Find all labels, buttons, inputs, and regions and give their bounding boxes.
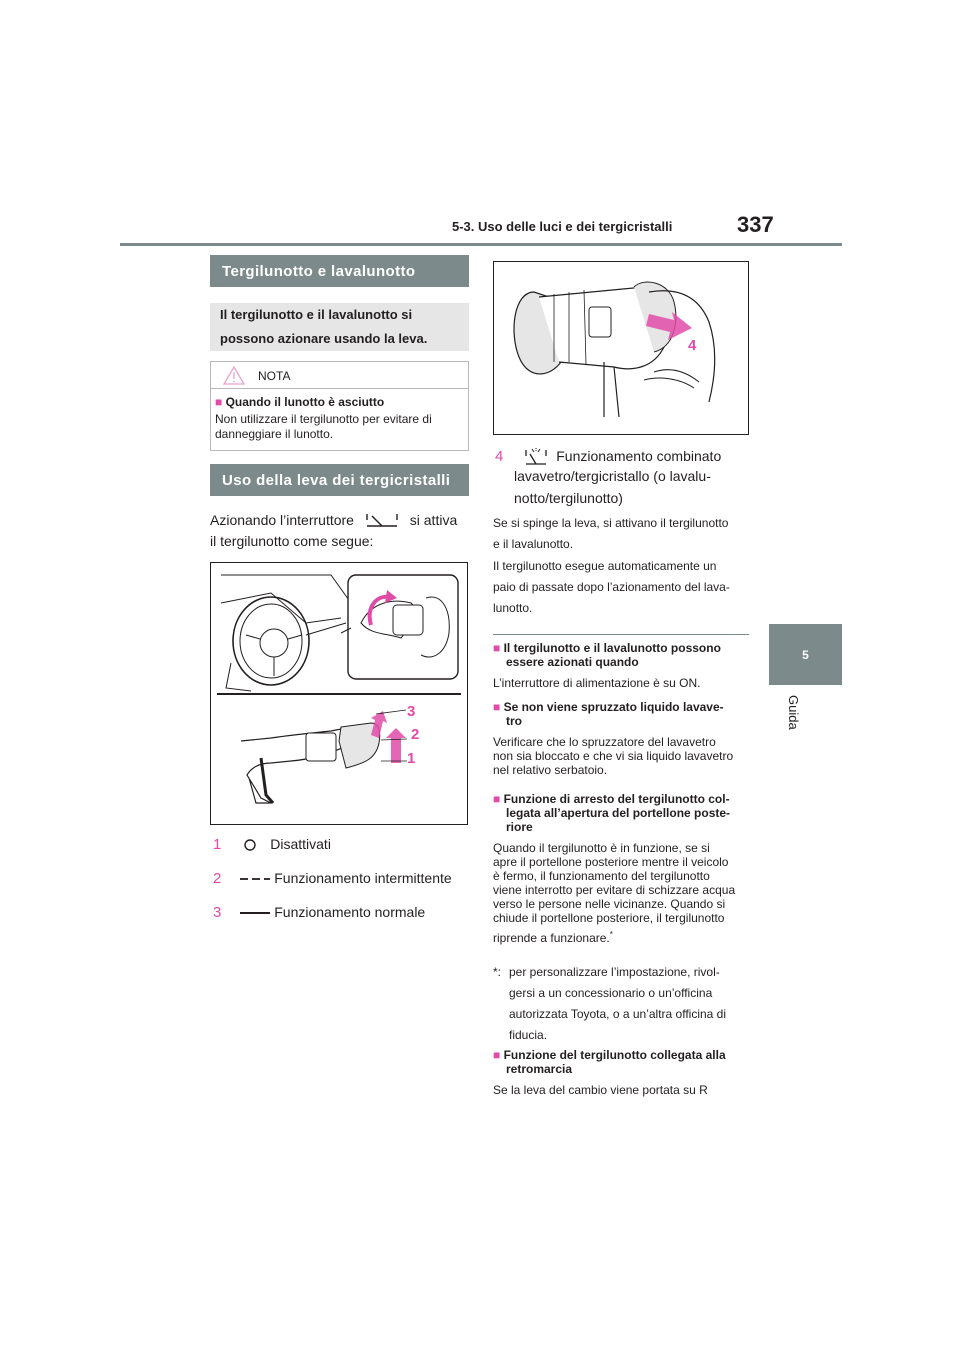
note-3-title-2: legata all’apertura del portellone poste-	[506, 806, 731, 820]
note-1-title-2: essere azionati quando	[506, 655, 639, 669]
intro-text: Il tergilunotto e il lavalunotto si possono azionare usando la leva.	[220, 307, 428, 346]
nota-body	[211, 389, 468, 442]
list-num-2: 2	[213, 870, 222, 887]
dashed-line-icon	[226, 871, 270, 887]
chapter-tab-label: Guida	[786, 695, 801, 730]
note-3-text-4: viene interrotto per evitare di schizzare acqua	[493, 883, 736, 897]
footnote-line-3: autorizzata Toyota, o a un’altra officina di	[509, 1007, 727, 1021]
note-2-text-2: non sia bloccato e che vi sia liquido lavavetro	[493, 749, 734, 763]
square-bullet-icon: ■	[493, 1048, 501, 1062]
note-1-text-1: L’interruttore di alimentazione è su ON.	[493, 676, 701, 690]
note-3-text-6: chiude il portellone posteriore, il tergilunotto	[493, 911, 725, 925]
note-4-text: Se la leva del cambio viene portata su R	[493, 1083, 708, 1097]
note-3-title-3: riore	[506, 820, 533, 834]
p1-line2: e il lavalunotto.	[493, 537, 574, 551]
notes-divider	[493, 634, 749, 635]
square-bullet-icon: ■	[493, 792, 501, 806]
note-3-text-2: apre il portellone posteriore mentre il veicolo	[493, 855, 729, 869]
note-3	[493, 792, 755, 948]
header-rule	[120, 243, 842, 246]
square-bullet-icon: ■	[493, 700, 501, 714]
washer-figure	[493, 261, 749, 435]
nota-item-title: Quando il lunotto è asciutto	[225, 395, 385, 409]
list-text-3: Funzionamento normale	[274, 904, 426, 920]
square-bullet-icon: ■	[493, 641, 501, 655]
nota-item-title-row	[215, 395, 464, 410]
warning-triangle-icon	[223, 366, 245, 385]
item4-line1: Funzionamento combinato	[556, 448, 722, 465]
lever-illustration	[211, 563, 467, 824]
p1-line1: Se si spinge la leva, si attivano il tergilunotto	[493, 516, 729, 530]
square-bullet-icon: ■	[215, 395, 223, 409]
footnote-line-2: gersi a un concessionario o un’officina	[509, 986, 713, 1000]
note-1-title-1: ■ Il tergilunotto e il lavalunotto possono	[493, 641, 721, 655]
figure-label-2: 2	[411, 726, 420, 743]
nota-title: NOTA	[258, 369, 291, 383]
off-circle-icon	[226, 837, 266, 853]
nota-box	[210, 361, 469, 451]
instruction-b: si attiva	[409, 512, 458, 528]
heading-tergilunotto-text: Tergilunotto e lavalunotto	[222, 262, 416, 280]
note-3-riprende: riprende a funzionare.*	[493, 930, 613, 945]
chapter-tab	[769, 624, 842, 685]
rear-wiper-icon	[364, 512, 400, 530]
list-text-1: Disattivati	[270, 836, 331, 852]
rear-washer-icon	[508, 446, 552, 468]
item4-line3: notto/tergilunotto)	[514, 490, 623, 506]
note-3-title-1: ■ Funzione di arresto del tergilunotto col-	[493, 792, 730, 806]
note-2-title-1: ■ Se non viene spruzzato liquido lavave-	[493, 700, 724, 714]
figure-label-3: 3	[407, 703, 416, 720]
item4-row	[495, 446, 721, 468]
asterisk-mark: *	[609, 930, 613, 939]
note-3-text-5: verso le persone nelle vicinanze. Quando si	[493, 897, 726, 911]
instruction-line-1	[210, 510, 457, 531]
heading-tergilunotto	[210, 255, 469, 287]
page-number: 337	[737, 212, 774, 237]
instruction-a: Azionando l’interruttore	[210, 512, 354, 528]
lever-figure	[210, 562, 468, 825]
note-2-text-3: nel relativo serbatoio.	[493, 763, 608, 777]
footnote-line-4: fiducia.	[509, 1028, 548, 1042]
note-4	[493, 1048, 755, 1097]
p2-line3: lunotto.	[493, 601, 533, 615]
intro-box	[210, 303, 469, 351]
list-item	[213, 870, 452, 888]
nota-item-text: Non utilizzare il tergilunotto per evitare di danneggiare il lunotto.	[215, 412, 432, 441]
list-num-1: 1	[213, 836, 222, 853]
p2-line2: paio di passate dopo l’azionamento del lava-	[493, 580, 730, 594]
heading-uso-leva	[210, 464, 469, 496]
solid-line-icon	[226, 905, 270, 921]
footnote-line-1: per personalizzare l’impostazione, rivol-	[509, 965, 720, 979]
list-text-2: Funzionamento intermittente	[274, 870, 452, 886]
item4-line2: lavavetro/tergicristallo (o lavalu-	[514, 468, 711, 484]
washer-illustration	[494, 262, 748, 434]
list-item	[213, 904, 425, 922]
figure-label-4: 4	[688, 337, 697, 354]
note-3-text-1: Quando il tergilunotto è in funzione, se si	[493, 841, 710, 855]
nota-header	[211, 362, 468, 389]
figure-label-1: 1	[407, 750, 416, 767]
list-item	[213, 836, 331, 854]
note-4-title-2: retromarcia	[506, 1062, 573, 1076]
instruction-c: il tergilunotto come segue:	[210, 533, 374, 549]
note-2-title-2: tro	[506, 714, 522, 728]
note-2-text-1: Verificare che lo spruzzatore del lavavetro	[493, 735, 716, 749]
chapter-tab-number: 5	[802, 647, 809, 662]
note-3-text-3: è fermo, il funzionamento del tergilunotto	[493, 869, 710, 883]
p2-line1: Il tergilunotto esegue automaticamente un	[493, 559, 717, 573]
list-num-3: 3	[213, 904, 222, 921]
section-title: 5-3. Uso delle luci e dei tergicristalli	[452, 219, 673, 234]
note-1	[493, 641, 753, 690]
item4-num: 4	[495, 448, 504, 466]
footnote-mark: *:	[493, 965, 502, 979]
note-2	[493, 700, 753, 777]
heading-uso-leva-text: Uso della leva dei tergicristalli	[222, 471, 451, 489]
note-4-title-1: ■ Funzione del tergilunotto collegata alla	[493, 1048, 726, 1062]
